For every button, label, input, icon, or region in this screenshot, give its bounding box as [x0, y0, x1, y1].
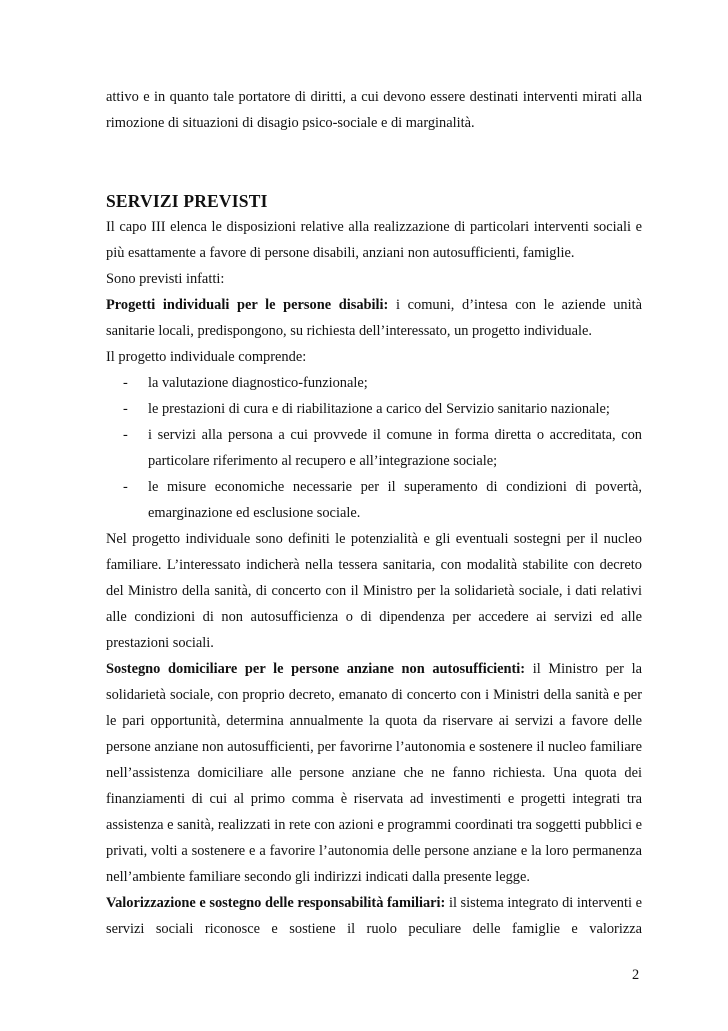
dash-marker: -	[123, 375, 128, 391]
valorizzazione-label: Valorizzazione e sostegno delle responsabilità familiari:	[106, 895, 446, 911]
sostegno-text: il Ministro per la solidarietà sociale, con proprio decreto, emanato di concerto con i Ministri della sanità e per le pari opportunità, determina annualmente la quota da riservare ai servizi a favore delle persone anziane non autosufficienti, per favorirne l’autonomia e sostenere il nucleo familiare nell’assistenza domiciliare alle persone anziane che ne fanno richiesta. Una quota dei finanziamenti di cui al primo comma è riservata ad investimenti e progetti integrati tra assistenza e sanità, realizzati in rete con azioni e programmi coordinati tra soggetti pubblici e privati, volti a sostenere e a favorire l’autonomia delle persone anziane e la loro permanenza nell’ambiente familiare secondo gli indirizzi indicati dalla presente legge.	[106, 661, 642, 885]
list-item-text: i servizi alla persona a cui provvede il comune in forma diretta o accreditata, con particolare riferimento al recupero e all’integrazione sociale;	[148, 427, 642, 469]
dash-marker: -	[123, 401, 128, 417]
list-item	[106, 422, 642, 474]
progetti-text: i comuni, d’intesa con le aziende unità sanitarie locali, predispongono, su richiesta dell’interessato, un progetto individuale.	[106, 297, 642, 339]
valorizzazione-text: il sistema integrato di interventi e servizi sociali riconosce e sostiene il ruolo peculiare delle famiglie e valorizza	[106, 895, 642, 937]
list-item-text: le misure economiche necessarie per il superamento di condizioni di povertà, emarginazione ed esclusione sociale.	[148, 479, 642, 521]
paragraph-valorizzazione	[106, 890, 642, 942]
intro-paragraph: attivo e in quanto tale portatore di diritti, a cui devono essere destinati interventi mirati alla rimozione di situazioni di disagio psico-sociale e di marginalità.	[106, 89, 642, 131]
spacer	[106, 136, 642, 188]
list-item	[106, 370, 642, 396]
paragraph-sostegno-domiciliare	[106, 656, 642, 890]
progetti-label: Progetti individuali per le persone disabili:	[106, 297, 389, 313]
paragraph-nucleo-familiare: Nel progetto individuale sono definiti le potenzialità e gli eventuali sostegni per il nucleo familiare. L’interessato indicherà nella tessera sanitaria, con modalità stabilite con decreto del Ministro della sanità, di concerto con il Ministro per la solidarietà sociale, i dati relativi alle condizioni di non autosufficienza o di dipendenza per accedere ai servizi ed alle prestazioni sociali.	[106, 531, 642, 651]
paragraph-comprende: Il progetto individuale comprende:	[106, 349, 307, 365]
dash-marker: -	[123, 479, 128, 495]
section-heading: SERVIZI PREVISTI	[106, 191, 268, 211]
sostegno-label: Sostegno domiciliare per le persone anziane non autosufficienti:	[106, 661, 526, 677]
document-page	[106, 84, 642, 942]
progetto-list	[106, 370, 642, 526]
paragraph-capo-iii: Il capo III elenca le disposizioni relative alla realizzazione di particolari interventi sociali e più esattamente a favore di persone disabili, anziani non autosufficienti, famiglie.	[106, 219, 642, 261]
paragraph-progetti-individuali	[106, 292, 642, 344]
list-item-text: la valutazione diagnostico-funzionale;	[148, 375, 368, 391]
dash-marker: -	[123, 427, 128, 443]
page-number: 2	[632, 967, 640, 983]
paragraph-previsti: Sono previsti infatti:	[106, 271, 225, 287]
list-item	[106, 474, 642, 526]
list-item	[106, 396, 642, 422]
list-item-text: le prestazioni di cura e di riabilitazione a carico del Servizio sanitario nazionale;	[148, 401, 610, 417]
